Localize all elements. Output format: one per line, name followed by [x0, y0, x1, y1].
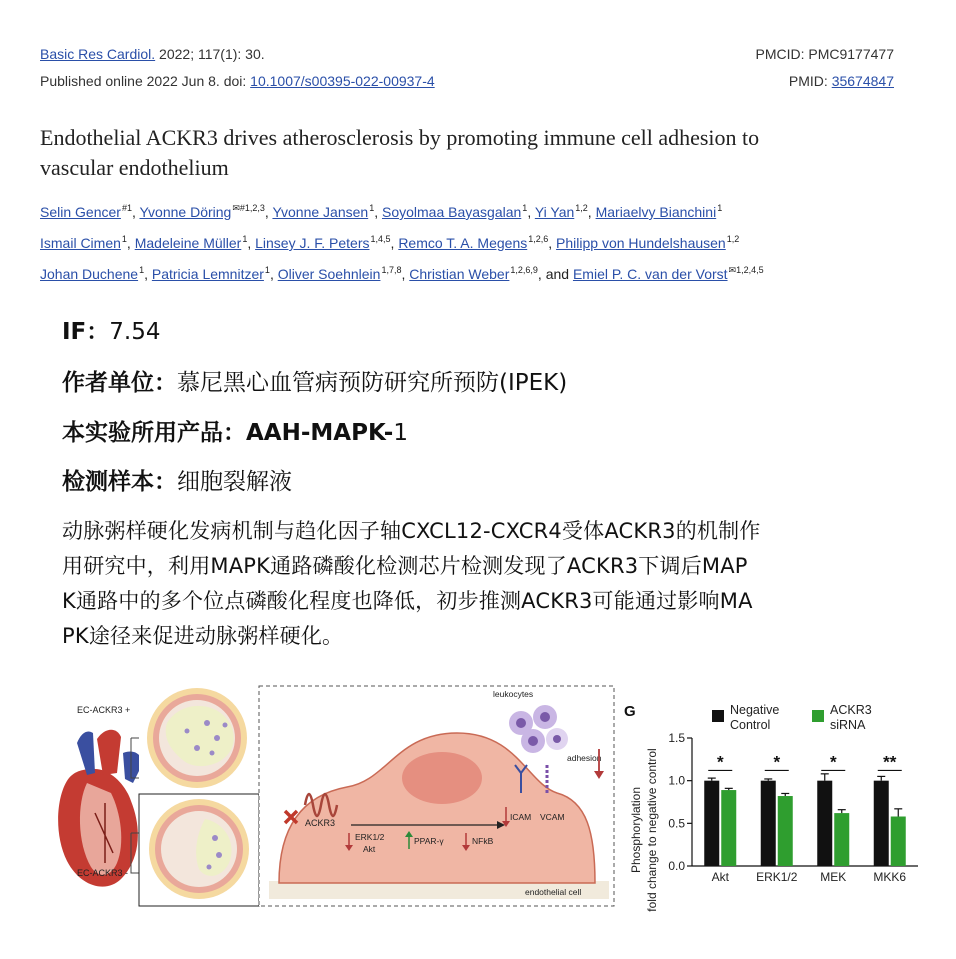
bar-ackr3-sirna	[891, 817, 906, 866]
legend-label-ackr3-sirna: ACKR3 siRNA	[830, 703, 872, 732]
affiliation	[62, 364, 567, 397]
product-used	[62, 414, 408, 447]
unit-label: 作者单位：	[62, 370, 177, 396]
author-link[interactable]: Johan Duchene	[40, 266, 139, 282]
ppar-label: PPAR-γ	[414, 836, 444, 846]
title-line-1: Endothelial ACKR3 drives atherosclerosis by promoting immune cell adhesion to	[40, 125, 760, 150]
x-category-label: Akt	[711, 870, 729, 884]
icam-label: ICAM	[510, 812, 532, 822]
bar-ackr3-sirna	[834, 813, 849, 866]
endothelial-cell-label: endothelial cell	[525, 887, 582, 897]
author-link[interactable]: Mariaelvy Bianchini	[595, 204, 717, 220]
mechanism-figure	[47, 683, 617, 911]
ec-plus-label: EC-ACKR3 +	[77, 705, 131, 715]
author-affiliation-sup: 1,4,5	[370, 234, 391, 244]
summary-line: 动脉粥样硬化发病机制与趋化因子轴CXCL12-CXCR4受体ACKR3的机制作	[62, 519, 761, 543]
legend-label-negative-control: Negative Control	[730, 703, 780, 732]
author-affiliation-sup: 1	[369, 203, 375, 213]
volume-info: 2022; 117(1): 30.	[155, 46, 265, 62]
author-affiliation-sup: 1,2,6,9	[510, 265, 538, 275]
author-link[interactable]: Selin Gencer	[40, 204, 121, 220]
title-line-2: vascular endothelium	[40, 155, 229, 180]
nfkb-label: NFkB	[472, 836, 494, 846]
y-tick-label: 0.5	[668, 816, 685, 831]
author-link[interactable]: Yi Yan	[534, 204, 575, 220]
y-tick-label: 1.5	[668, 731, 685, 745]
bar-negative-control	[704, 781, 719, 866]
author-affiliation-sup: 1	[242, 234, 248, 244]
vcam-label: VCAM	[540, 812, 565, 822]
doi-link[interactable]: 10.1007/s00395-022-00937-4	[250, 73, 435, 89]
author-link[interactable]: Ismail Cimen	[40, 235, 121, 251]
x-category-label: MKK6	[873, 870, 907, 884]
author-separator: ,	[537, 266, 546, 282]
y-tick-label: 1.0	[668, 773, 685, 788]
unit-value: 慕尼黑心血管病预防研究所预防(IPEK)	[177, 370, 568, 396]
bar-ackr3-sirna	[721, 790, 736, 866]
pmid	[789, 73, 894, 89]
sample-label: 检测样本：	[62, 469, 177, 495]
author-separator: ,	[390, 235, 399, 251]
erk-label: ERK1/2	[355, 832, 385, 842]
author-affiliation-sup: 1	[264, 265, 270, 275]
pmcid: PMCID: PMC9177477	[755, 46, 894, 62]
y-axis-label-line-1: Phosphorylation	[629, 786, 643, 874]
author-separator: ,	[131, 204, 140, 220]
akt-label: Akt	[363, 844, 376, 854]
author-link[interactable]: Soyolmaa Bayasgalan	[381, 204, 522, 220]
phosphorylation-bar-chart	[620, 690, 925, 912]
pmid-link[interactable]: 35674847	[831, 73, 894, 89]
panel-label: G	[624, 703, 636, 720]
significance-star: *	[773, 752, 781, 772]
author-affiliation-sup: 1	[717, 203, 723, 213]
author-affiliation-sup: ✉#1,2,3	[232, 203, 265, 213]
if-label: IF：	[62, 319, 110, 345]
bar-negative-control	[761, 781, 776, 866]
author-link[interactable]: Philipp von Hundelshausen	[556, 235, 726, 251]
citation-line-2	[40, 73, 435, 89]
product-value: AAH-MAPK-	[246, 420, 394, 446]
article-title	[40, 123, 920, 183]
product-label: 本实验所用产品：	[62, 420, 246, 446]
leukocytes-label: leukocytes	[493, 689, 534, 699]
author-affiliation-sup: 1	[121, 234, 127, 244]
significance-star: *	[716, 752, 724, 772]
author-conjunction: and	[545, 266, 573, 282]
legend-swatch-negative-control	[712, 710, 724, 722]
citation-line-1	[40, 46, 265, 62]
author-list	[40, 195, 930, 288]
author-separator: ,	[527, 204, 535, 220]
vessel-ackr3-negative	[139, 794, 259, 906]
x-category-label: MEK	[820, 870, 847, 884]
author-affiliation-sup: 1,7,8	[381, 265, 402, 275]
author-link[interactable]: Emiel P. C. van der Vorst	[572, 266, 728, 282]
y-axis-label-line-2: fold change to negative control	[645, 748, 659, 912]
author-affiliation-sup: 1,2	[726, 234, 740, 244]
author-separator: ,	[126, 235, 135, 251]
bar-negative-control	[874, 781, 889, 866]
adhesion-label: adhesion	[567, 753, 602, 763]
author-line	[40, 257, 930, 288]
impact-factor	[62, 313, 161, 346]
summary-line: 用研究中，利用MAPK通路磷酸化检测芯片检测发现了ACKR3下调后MAP	[62, 554, 748, 578]
author-line	[40, 226, 930, 257]
author-affiliation-sup: ✉1,2,4,5	[728, 265, 764, 275]
author-separator: ,	[587, 204, 596, 220]
journal-link[interactable]: Basic Res Cardiol.	[40, 46, 156, 62]
author-separator: ,	[247, 235, 256, 251]
author-link[interactable]: Linsey J. F. Peters	[255, 235, 370, 251]
product-tail: 1	[393, 420, 408, 446]
significance-star: *	[829, 752, 837, 772]
bar-negative-control	[817, 781, 832, 866]
author-link[interactable]: Yvonne Jansen	[272, 204, 369, 220]
author-link[interactable]: Yvonne Döring	[139, 204, 232, 220]
author-link[interactable]: Christian Weber	[409, 266, 510, 282]
author-link[interactable]: Madeleine Müller	[134, 235, 242, 251]
author-link[interactable]: Oliver Soehnlein	[277, 266, 381, 282]
sample-value: 细胞裂解液	[177, 469, 292, 495]
summary-line: K通路中的多个位点磷酸化程度也降低，初步推测ACKR3可能通过影响MA	[62, 589, 753, 613]
author-separator: ,	[264, 204, 273, 220]
pmid-label: PMID:	[788, 73, 832, 89]
author-separator: ,	[401, 266, 410, 282]
author-affiliation-sup: 1	[522, 203, 528, 213]
vessel-ackr3-positive	[139, 685, 257, 789]
author-affiliation-sup: 1,2,6	[528, 234, 549, 244]
author-separator: ,	[548, 235, 557, 251]
author-link[interactable]: Remco T. A. Megens	[398, 235, 528, 251]
published-prefix: Published online 2022 Jun 8. doi:	[40, 73, 251, 89]
author-affiliation-sup: #1	[121, 203, 132, 213]
author-affiliation-sup: 1	[139, 265, 145, 275]
bar-ackr3-sirna	[778, 796, 793, 866]
author-affiliation-sup: 1,2	[575, 203, 588, 213]
x-category-label: ERK1/2	[756, 870, 798, 884]
author-separator: ,	[144, 266, 152, 282]
author-separator: ,	[374, 204, 382, 220]
author-separator: ,	[269, 266, 278, 282]
cell-nucleus	[402, 752, 482, 804]
sample-type	[62, 463, 292, 496]
y-tick-label: 0.0	[668, 859, 685, 873]
ackr3-label: ACKR3	[305, 818, 336, 828]
author-line	[40, 195, 930, 226]
summary-paragraph	[62, 514, 932, 654]
ec-minus-label: EC-ACKR3 -	[77, 868, 129, 878]
author-link[interactable]: Patricia Lemnitzer	[151, 266, 264, 282]
legend-swatch-ackr3-sirna	[812, 710, 824, 722]
if-value: 7.54	[109, 319, 161, 345]
significance-star: **	[883, 752, 897, 772]
summary-line: PK途径来促进动脉粥样硬化。	[62, 624, 344, 648]
